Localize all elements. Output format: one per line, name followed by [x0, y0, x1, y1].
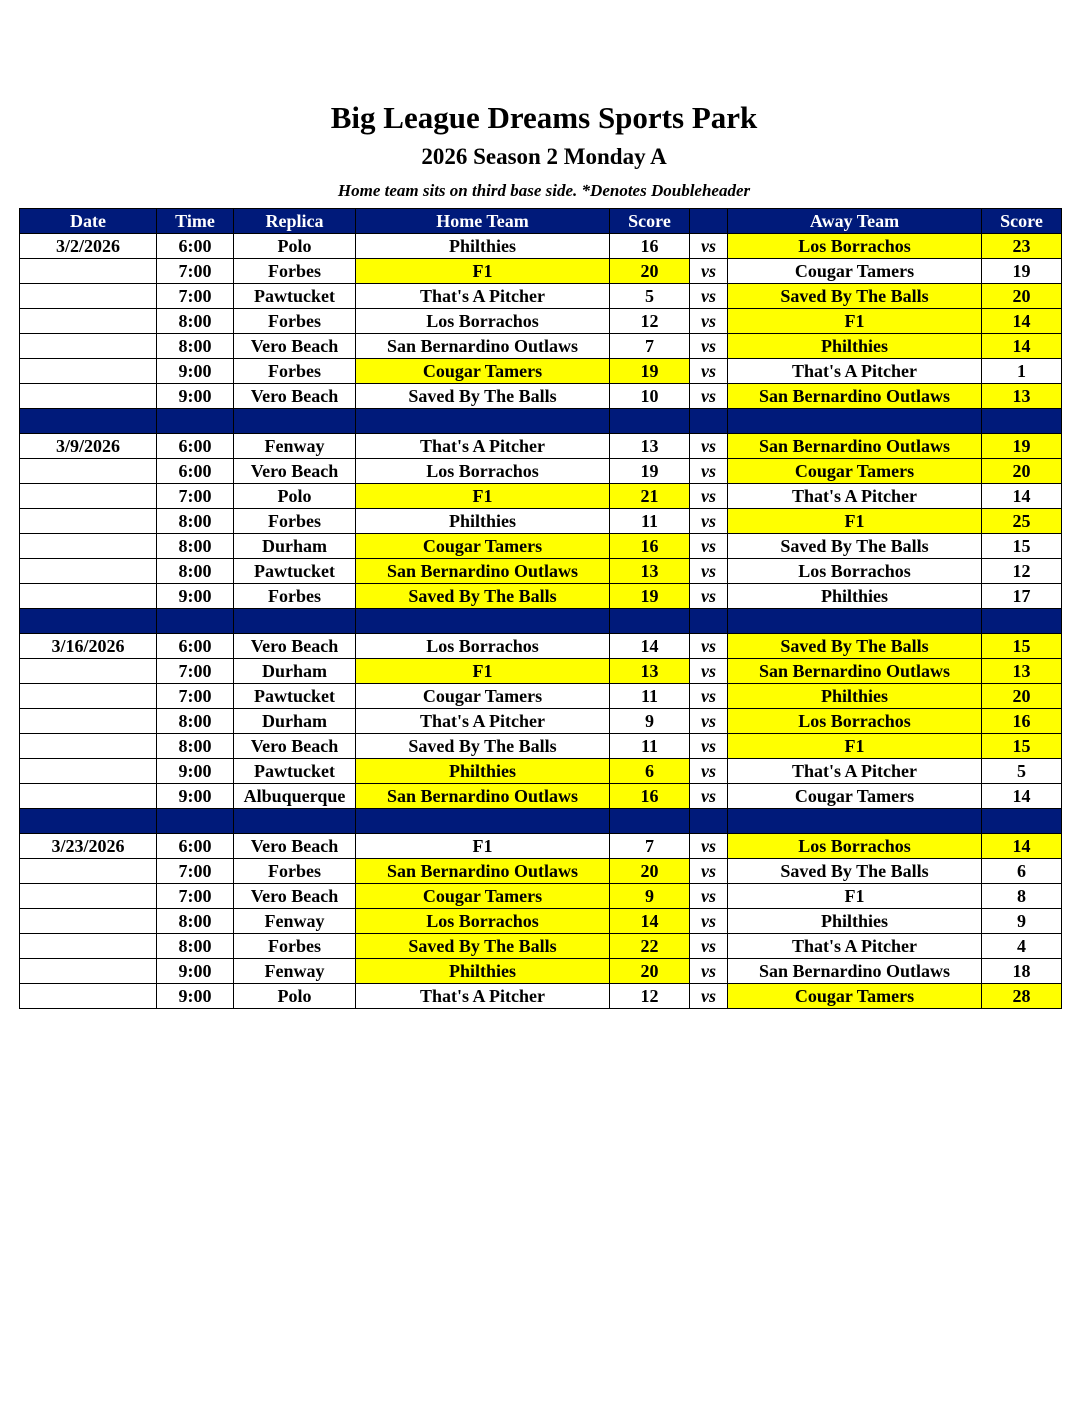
versus-label: vs [690, 784, 728, 809]
away-score: 14 [982, 484, 1062, 509]
col-header-time: Time [157, 209, 234, 234]
away-score: 13 [982, 384, 1062, 409]
away-team: Los Borrachos [728, 234, 982, 259]
home-team: F1 [356, 259, 610, 284]
versus-label: vs [690, 534, 728, 559]
game-time: 8:00 [157, 909, 234, 934]
game-row [20, 434, 1062, 459]
game-date [20, 709, 157, 734]
game-row [20, 284, 1062, 309]
game-time: 8:00 [157, 334, 234, 359]
home-team: Philthies [356, 759, 610, 784]
versus-label: vs [690, 759, 728, 784]
game-date [20, 334, 157, 359]
game-time: 9:00 [157, 584, 234, 609]
away-team: Saved By The Balls [728, 859, 982, 884]
game-time: 6:00 [157, 834, 234, 859]
away-score: 18 [982, 959, 1062, 984]
game-date: 3/9/2026 [20, 434, 157, 459]
versus-label: vs [690, 984, 728, 1009]
separator-cell [728, 609, 982, 634]
schedule-table [19, 208, 1062, 1009]
separator-cell [356, 809, 610, 834]
game-replica-field: Vero Beach [234, 634, 356, 659]
away-score: 14 [982, 834, 1062, 859]
game-date [20, 984, 157, 1009]
game-date [20, 484, 157, 509]
week-separator-row [20, 409, 1062, 434]
game-time: 7:00 [157, 884, 234, 909]
separator-cell [356, 409, 610, 434]
home-team: Philthies [356, 509, 610, 534]
away-team: That's A Pitcher [728, 359, 982, 384]
home-team: Cougar Tamers [356, 359, 610, 384]
away-score: 19 [982, 434, 1062, 459]
game-date [20, 384, 157, 409]
separator-cell [982, 809, 1062, 834]
game-time: 8:00 [157, 509, 234, 534]
separator-cell [234, 409, 356, 434]
home-team: Los Borrachos [356, 459, 610, 484]
separator-cell [982, 409, 1062, 434]
game-row [20, 709, 1062, 734]
game-time: 9:00 [157, 759, 234, 784]
home-team: F1 [356, 834, 610, 859]
away-team: That's A Pitcher [728, 934, 982, 959]
game-date [20, 909, 157, 934]
away-score: 12 [982, 559, 1062, 584]
home-team: San Bernardino Outlaws [356, 334, 610, 359]
game-date [20, 684, 157, 709]
away-team: Cougar Tamers [728, 784, 982, 809]
game-time: 8:00 [157, 559, 234, 584]
game-row [20, 584, 1062, 609]
away-score: 8 [982, 884, 1062, 909]
home-team: San Bernardino Outlaws [356, 859, 610, 884]
separator-cell [20, 809, 157, 834]
home-score: 7 [610, 334, 690, 359]
game-date: 3/23/2026 [20, 834, 157, 859]
game-time: 8:00 [157, 734, 234, 759]
home-score: 13 [610, 559, 690, 584]
game-replica-field: Forbes [234, 309, 356, 334]
game-replica-field: Forbes [234, 509, 356, 534]
away-score: 20 [982, 284, 1062, 309]
home-score: 16 [610, 534, 690, 559]
separator-cell [157, 609, 234, 634]
home-score: 19 [610, 359, 690, 384]
game-replica-field: Pawtucket [234, 559, 356, 584]
home-team: That's A Pitcher [356, 984, 610, 1009]
away-team: San Bernardino Outlaws [728, 959, 982, 984]
game-date [20, 959, 157, 984]
game-date [20, 534, 157, 559]
game-row [20, 359, 1062, 384]
home-score: 16 [610, 784, 690, 809]
home-team: That's A Pitcher [356, 284, 610, 309]
game-row [20, 734, 1062, 759]
game-replica-field: Forbes [234, 259, 356, 284]
away-score: 16 [982, 709, 1062, 734]
away-score: 6 [982, 859, 1062, 884]
away-team: Saved By The Balls [728, 534, 982, 559]
away-team: Cougar Tamers [728, 984, 982, 1009]
versus-label: vs [690, 584, 728, 609]
versus-label: vs [690, 434, 728, 459]
home-team: F1 [356, 484, 610, 509]
game-replica-field: Forbes [234, 359, 356, 384]
versus-label: vs [690, 834, 728, 859]
game-date [20, 584, 157, 609]
game-date [20, 734, 157, 759]
away-team: F1 [728, 734, 982, 759]
away-score: 17 [982, 584, 1062, 609]
separator-cell [610, 409, 690, 434]
game-replica-field: Forbes [234, 934, 356, 959]
game-row [20, 759, 1062, 784]
game-row [20, 984, 1062, 1009]
separator-cell [356, 609, 610, 634]
away-team: Philthies [728, 684, 982, 709]
game-replica-field: Polo [234, 234, 356, 259]
game-date [20, 359, 157, 384]
away-score: 19 [982, 259, 1062, 284]
game-replica-field: Vero Beach [234, 734, 356, 759]
versus-label: vs [690, 634, 728, 659]
game-date [20, 259, 157, 284]
game-date [20, 859, 157, 884]
away-team: Cougar Tamers [728, 259, 982, 284]
game-row [20, 559, 1062, 584]
game-row [20, 484, 1062, 509]
game-replica-field: Vero Beach [234, 459, 356, 484]
home-score: 9 [610, 709, 690, 734]
versus-label: vs [690, 559, 728, 584]
game-time: 8:00 [157, 309, 234, 334]
separator-cell [157, 809, 234, 834]
home-score: 16 [610, 234, 690, 259]
separator-cell [157, 409, 234, 434]
versus-label: vs [690, 709, 728, 734]
away-team: That's A Pitcher [728, 759, 982, 784]
game-date [20, 884, 157, 909]
versus-label: vs [690, 484, 728, 509]
away-team: San Bernardino Outlaws [728, 384, 982, 409]
game-time: 9:00 [157, 984, 234, 1009]
game-row [20, 784, 1062, 809]
game-time: 7:00 [157, 684, 234, 709]
versus-label: vs [690, 459, 728, 484]
separator-cell [690, 409, 728, 434]
home-score: 11 [610, 684, 690, 709]
home-score: 20 [610, 259, 690, 284]
game-date [20, 509, 157, 534]
home-team: Philthies [356, 234, 610, 259]
game-replica-field: Fenway [234, 434, 356, 459]
game-row [20, 234, 1062, 259]
home-score: 19 [610, 584, 690, 609]
away-score: 23 [982, 234, 1062, 259]
home-team: Los Borrachos [356, 634, 610, 659]
game-date [20, 784, 157, 809]
game-time: 6:00 [157, 634, 234, 659]
versus-label: vs [690, 309, 728, 334]
away-score: 14 [982, 334, 1062, 359]
separator-cell [20, 609, 157, 634]
versus-label: vs [690, 884, 728, 909]
home-team: Cougar Tamers [356, 534, 610, 559]
game-date [20, 759, 157, 784]
versus-label: vs [690, 859, 728, 884]
home-score: 11 [610, 734, 690, 759]
versus-label: vs [690, 359, 728, 384]
home-score: 19 [610, 459, 690, 484]
away-team: F1 [728, 309, 982, 334]
game-time: 7:00 [157, 484, 234, 509]
game-row [20, 684, 1062, 709]
game-time: 9:00 [157, 359, 234, 384]
game-date: 3/16/2026 [20, 634, 157, 659]
away-score: 20 [982, 684, 1062, 709]
away-team: F1 [728, 509, 982, 534]
home-score: 11 [610, 509, 690, 534]
away-team: Los Borrachos [728, 709, 982, 734]
col-header-away-score: Score [982, 209, 1062, 234]
game-row [20, 309, 1062, 334]
game-time: 7:00 [157, 859, 234, 884]
home-team: That's A Pitcher [356, 709, 610, 734]
home-score: 14 [610, 634, 690, 659]
game-replica-field: Durham [234, 709, 356, 734]
game-row [20, 634, 1062, 659]
game-replica-field: Fenway [234, 909, 356, 934]
versus-label: vs [690, 509, 728, 534]
header-row [20, 209, 1062, 234]
versus-label: vs [690, 684, 728, 709]
home-score: 12 [610, 309, 690, 334]
game-date [20, 309, 157, 334]
game-time: 8:00 [157, 709, 234, 734]
versus-label: vs [690, 234, 728, 259]
col-header-home-team: Home Team [356, 209, 610, 234]
away-team: Cougar Tamers [728, 459, 982, 484]
separator-cell [728, 409, 982, 434]
home-team: San Bernardino Outlaws [356, 784, 610, 809]
game-replica-field: Forbes [234, 859, 356, 884]
away-team: Philthies [728, 584, 982, 609]
home-team: Philthies [356, 959, 610, 984]
col-header-replica: Replica [234, 209, 356, 234]
game-date [20, 284, 157, 309]
game-replica-field: Albuquerque [234, 784, 356, 809]
schedule-body [20, 234, 1062, 1009]
home-score: 5 [610, 284, 690, 309]
away-score: 15 [982, 634, 1062, 659]
week-separator-row [20, 609, 1062, 634]
game-replica-field: Vero Beach [234, 384, 356, 409]
home-score: 22 [610, 934, 690, 959]
away-team: F1 [728, 884, 982, 909]
game-row [20, 909, 1062, 934]
separator-cell [234, 809, 356, 834]
home-score: 12 [610, 984, 690, 1009]
home-team: F1 [356, 659, 610, 684]
versus-label: vs [690, 959, 728, 984]
col-header-home-score: Score [610, 209, 690, 234]
away-team: Saved By The Balls [728, 284, 982, 309]
home-team: Cougar Tamers [356, 684, 610, 709]
away-score: 15 [982, 734, 1062, 759]
game-replica-field: Durham [234, 659, 356, 684]
game-row [20, 959, 1062, 984]
page-subtitle: 2026 Season 2 Monday A [421, 144, 667, 169]
game-replica-field: Fenway [234, 959, 356, 984]
separator-cell [690, 609, 728, 634]
home-team: Los Borrachos [356, 909, 610, 934]
game-replica-field: Pawtucket [234, 284, 356, 309]
game-replica-field: Vero Beach [234, 884, 356, 909]
game-row [20, 459, 1062, 484]
away-team: San Bernardino Outlaws [728, 659, 982, 684]
game-time: 9:00 [157, 959, 234, 984]
game-replica-field: Pawtucket [234, 684, 356, 709]
versus-label: vs [690, 284, 728, 309]
game-time: 6:00 [157, 434, 234, 459]
separator-cell [982, 609, 1062, 634]
separator-cell [690, 809, 728, 834]
away-score: 25 [982, 509, 1062, 534]
away-score: 28 [982, 984, 1062, 1009]
game-time: 7:00 [157, 284, 234, 309]
away-score: 1 [982, 359, 1062, 384]
home-team: Saved By The Balls [356, 384, 610, 409]
game-row [20, 859, 1062, 884]
away-score: 13 [982, 659, 1062, 684]
away-team: Philthies [728, 334, 982, 359]
versus-label: vs [690, 734, 728, 759]
game-row [20, 534, 1062, 559]
game-replica-field: Durham [234, 534, 356, 559]
away-score: 15 [982, 534, 1062, 559]
versus-label: vs [690, 334, 728, 359]
away-team: That's A Pitcher [728, 484, 982, 509]
home-team: Los Borrachos [356, 309, 610, 334]
col-header-date: Date [20, 209, 157, 234]
versus-label: vs [690, 659, 728, 684]
home-score: 6 [610, 759, 690, 784]
game-replica-field: Pawtucket [234, 759, 356, 784]
home-score: 20 [610, 959, 690, 984]
game-replica-field: Forbes [234, 584, 356, 609]
game-replica-field: Polo [234, 984, 356, 1009]
game-time: 6:00 [157, 459, 234, 484]
home-team: That's A Pitcher [356, 434, 610, 459]
col-header-vs [690, 209, 728, 234]
col-header-away-team: Away Team [728, 209, 982, 234]
home-team: Cougar Tamers [356, 884, 610, 909]
game-row [20, 934, 1062, 959]
versus-label: vs [690, 909, 728, 934]
game-time: 9:00 [157, 384, 234, 409]
away-team: Los Borrachos [728, 834, 982, 859]
home-score: 9 [610, 884, 690, 909]
home-score: 10 [610, 384, 690, 409]
separator-cell [610, 609, 690, 634]
home-score: 13 [610, 434, 690, 459]
home-score: 7 [610, 834, 690, 859]
versus-label: vs [690, 259, 728, 284]
game-row [20, 384, 1062, 409]
page-title: Big League Dreams Sports Park [330, 100, 758, 135]
home-score: 13 [610, 659, 690, 684]
away-team: Saved By The Balls [728, 634, 982, 659]
home-score: 21 [610, 484, 690, 509]
home-team: Saved By The Balls [356, 934, 610, 959]
away-score: 9 [982, 909, 1062, 934]
away-team: Los Borrachos [728, 559, 982, 584]
game-time: 6:00 [157, 234, 234, 259]
game-row [20, 509, 1062, 534]
away-team: San Bernardino Outlaws [728, 434, 982, 459]
game-time: 7:00 [157, 259, 234, 284]
game-row [20, 334, 1062, 359]
game-row [20, 834, 1062, 859]
game-time: 8:00 [157, 534, 234, 559]
away-score: 5 [982, 759, 1062, 784]
separator-cell [234, 609, 356, 634]
versus-label: vs [690, 934, 728, 959]
versus-label: vs [690, 384, 728, 409]
game-time: 9:00 [157, 784, 234, 809]
home-score: 14 [610, 909, 690, 934]
away-score: 4 [982, 934, 1062, 959]
schedule-note: Home team sits on third base side. *Denotes Doubleheader [337, 181, 751, 200]
home-team: Saved By The Balls [356, 584, 610, 609]
game-date [20, 934, 157, 959]
game-date [20, 459, 157, 484]
game-replica-field: Polo [234, 484, 356, 509]
game-time: 7:00 [157, 659, 234, 684]
home-score: 20 [610, 859, 690, 884]
game-date [20, 559, 157, 584]
away-score: 20 [982, 459, 1062, 484]
game-row [20, 659, 1062, 684]
away-team: Philthies [728, 909, 982, 934]
away-score: 14 [982, 309, 1062, 334]
game-row [20, 259, 1062, 284]
game-replica-field: Vero Beach [234, 334, 356, 359]
game-row [20, 884, 1062, 909]
separator-cell [20, 409, 157, 434]
game-replica-field: Vero Beach [234, 834, 356, 859]
away-score: 14 [982, 784, 1062, 809]
game-time: 8:00 [157, 934, 234, 959]
week-separator-row [20, 809, 1062, 834]
home-team: San Bernardino Outlaws [356, 559, 610, 584]
separator-cell [610, 809, 690, 834]
game-date: 3/2/2026 [20, 234, 157, 259]
separator-cell [728, 809, 982, 834]
game-date [20, 659, 157, 684]
home-team: Saved By The Balls [356, 734, 610, 759]
